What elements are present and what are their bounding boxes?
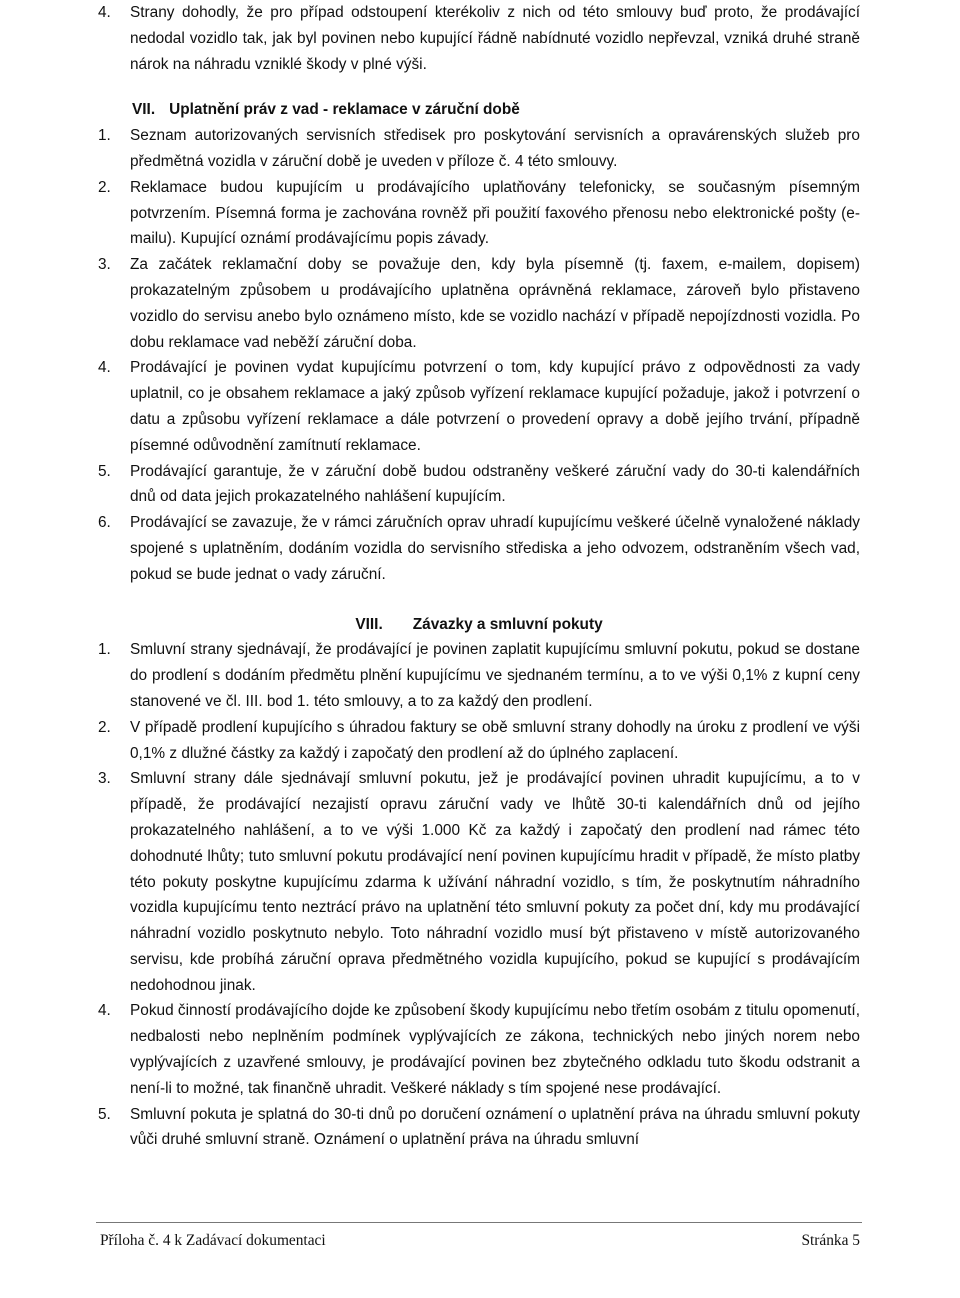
section-continued — [98, 0, 860, 77]
item-text: Seznam autorizovaných servisních středisek pro poskytování servisních a opravárenských služeb pro předmětná vozidla v záruční době je uveden v příloze č. 4 této smlouvy. — [130, 127, 860, 170]
item-number: 2. — [98, 178, 111, 196]
section-title: Uplatnění práv z vad - reklamace v záruční době — [169, 101, 520, 119]
item-text: Prodávající garantuje, že v záruční době budou odstraněny veškeré záruční vady do 30-ti kalendářních dnů od data jejich prokazatelného nahlášení kupujícím. — [130, 462, 860, 506]
item-number: 4. — [98, 359, 111, 377]
item-number: 6. — [98, 514, 111, 532]
item-text: Pokud činností prodávajícího dojde ke způsobení škody kupujícímu nebo třetím osobám z titulu opomenutí, nedbalosti nebo neplněním podmínek vyplývajících ze zákona, technických nebo jiných norem nebo vyplývajících z uzavřené smlouvy, je prodávající povinen bez zbytečného odkladu tuto škodu odstranit a není-li to možné, tak finančně uhradit. Veškeré náklady s tím spojené nese prodávající. — [130, 1002, 860, 1097]
list-item — [98, 355, 860, 458]
item-number: 1. — [98, 127, 111, 145]
item-number: 5. — [98, 462, 111, 480]
footer-page-number: Stránka 5 — [801, 1232, 860, 1249]
item-text: Za začátek reklamační doby se považuje den, kdy byla písemně (tj. faxem, e-mailem, dopisem) prokazatelným způsobem u prodávajícího uplatněna oprávněná reklamace, zároveň bylo přistaveno vozidlo do servisu anebo bylo oznámeno místo, kde se vozidlo nachází v případě nepojízdnosti vozidla. Po dobu reklamace vad neběží záruční doba. — [130, 256, 860, 351]
item-text: Smluvní strany sjednávají, že prodávající je povinen zaplatit kupujícímu smluvní pokutu, pokud se dostane do prodlení s dodáním předmětu plnění kupujícímu ve sjednaném termínu, a to ve výši 0,1% z kupní ceny stanovené ve čl. III. bod 1. této smlouvy, a to za každý den prodlení. — [130, 641, 860, 710]
item-text: Prodávající je povinen vydat kupujícímu potvrzení o tom, kdy kupující právo z odpovědnosti za vady uplatnil, co je obsahem reklamace a jaký způsob vyřízení reklamace kupující požaduje, jakož i potvrzení o datu a způsobu vyřízení reklamace a dále potvrzení o provedení opravy a době jejího trvání, případně písemné odůvodnění zamítnutí reklamace. — [130, 359, 860, 454]
section-heading — [98, 612, 860, 638]
item-text: Reklamace budou kupujícím u prodávajícího uplatňovány telefonicky, se současným písemným potvrzením. Písemná forma je zachována rovněž při použití faxového přenosu nebo elektronické pošty (e-mailu). Kupující oznámí prodávajícímu popis závady. — [130, 178, 860, 248]
list-item — [98, 510, 860, 587]
list-item — [98, 0, 860, 77]
list-item — [98, 1102, 860, 1154]
list-item — [98, 252, 860, 355]
footer-document-title: Příloha č. 4 k Zadávací dokumentaci — [100, 1232, 326, 1249]
section-vii — [98, 97, 860, 587]
item-number: 1. — [98, 641, 111, 659]
item-number: 3. — [98, 256, 111, 274]
document-body — [98, 0, 860, 1153]
footer-divider — [96, 1222, 862, 1223]
list-item — [98, 459, 860, 511]
list-item — [98, 637, 860, 714]
section-number: VII. — [132, 101, 156, 119]
item-number: 4. — [98, 4, 111, 21]
list-item — [98, 175, 860, 252]
item-number: 4. — [98, 1002, 111, 1020]
section-title: Závazky a smluvní pokuty — [412, 615, 603, 633]
item-number: 2. — [98, 718, 111, 736]
section-heading — [98, 97, 860, 123]
list-item — [98, 766, 860, 998]
section-viii — [98, 612, 860, 1154]
item-text: Smluvní pokuta je splatná do 30-ti dnů po doručení oznámení o uplatnění práva na úhradu smluvní pokuty vůči druhé smluvní straně. Oznámení o uplatnění práva na úhradu smluvní — [130, 1105, 860, 1149]
list-item — [98, 715, 860, 767]
item-text: Prodávající se zavazuje, že v rámci záručních oprav uhradí kupujícímu veškeré účelně vynaložené náklady spojené s uplatněním, dodáním vozidla do servisního střediska a jeho odvozem, odstraněním všech vad, pokud se bude jednat o vady záruční. — [130, 514, 860, 583]
item-text: V případě prodlení kupujícího s úhradou faktury se obě smluvní strany dohodly na úroku z prodlení ve výši 0,1% z dlužné částky za každý i započatý den prodlení až do úplného zaplacení. — [130, 718, 860, 762]
item-text: Strany dohodly, že pro případ odstoupení kterékoliv z nich od této smlouvy buď proto, že prodávající nedodal vozidlo tak, jak byl povinen nebo kupující řádně nabídnuté vozidlo nepřevzal, vzniká druhé straně nárok na náhradu vzniklé škody v plné výši. — [130, 4, 860, 73]
list-item — [98, 123, 860, 175]
item-text: Smluvní strany dále sjednávají smluvní pokutu, jež je prodávající povinen uhradit kupujícímu, a to v případě, že prodávající nezajistí opravu záruční vady ve lhůtě 30-ti kalendářních dnů od jejího prokazatelného nahlášení, a to ve výši 1.000 Kč za každý i započatý den prodlení nad rámec této dohodnuté lhůty; tuto smluvní pokutu prodávající není povinen kupujícímu hradit v případě, že místo platby této pokuty poskytne kupujícímu zdarma k užívání náhradní vozidlo, s tím, že poskytnutím náhradního vozidla kupujícímu tento neztrácí právo na uplatnění této smluvní pokuty za počet dní, kdy mu prodávající náhradní vozidlo poskytnuto nebylo. Toto náhradní vozidlo musí být přistaveno v místě autorizovaného servisu, kde probíhá záruční oprava předmětného vozidla kupujícího, pokud se kupující s prodávajícím nedohodnou jinak. — [130, 770, 860, 994]
item-number: 5. — [98, 1105, 111, 1123]
item-number: 3. — [98, 770, 111, 788]
list-item — [98, 998, 860, 1101]
section-number: VIII. — [355, 615, 383, 633]
